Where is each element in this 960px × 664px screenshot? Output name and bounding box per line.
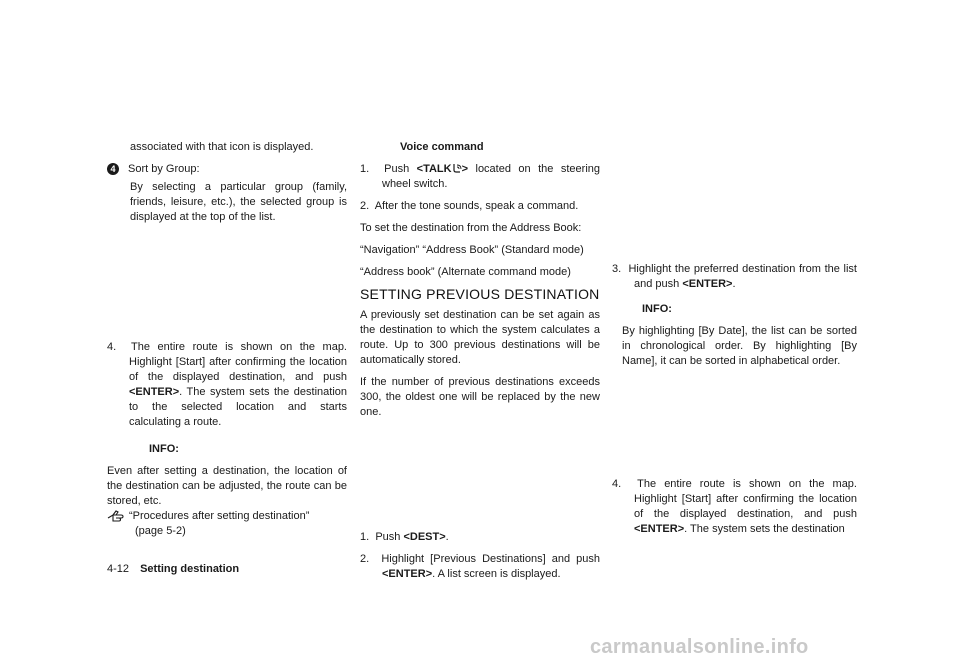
address-book-command: “Address book” (Alternate command mode)	[360, 266, 571, 278]
navigation-command: “Navigation” “Address Book” (Standard mode)	[360, 244, 584, 256]
continued-text: associated with that icon is displayed.	[130, 141, 314, 153]
section-heading: SETTING PREVIOUS DESTINATION	[360, 286, 600, 302]
sort-by-group-title: Sort by Group:	[128, 163, 200, 175]
section-name: Setting destination	[140, 563, 240, 575]
column-left	[107, 140, 347, 539]
watermark: carmanualsonline.info	[590, 636, 809, 658]
previous-destination-desc: A previously set destination can be set again as the destination to which the system calculates a route. Up to 300 previous destinations will be automatically stored.	[360, 309, 600, 366]
info-text-right: By highlighting [By Date], the list can be sorted in chronological order. By highlighting [By Name], it can be sorted in alphabetical order.	[622, 325, 857, 367]
voice-step-1: 1. Push <TALK > located on the steering wheel switch.	[360, 163, 600, 190]
dest-key: <DEST>	[403, 531, 446, 543]
page-footer	[107, 562, 239, 576]
right-step-3: 3. Highlight the preferred destination from the list and push <ENTER>.	[612, 263, 857, 290]
voice-talk-icon	[452, 163, 462, 173]
reference-hand-icon	[107, 509, 125, 523]
column-right	[612, 140, 857, 544]
prev-step-2: 2. Highlight [Previous Destinations] and push <ENTER>. A list screen is displayed.	[360, 553, 600, 580]
sort-by-group-body: By selecting a particular group (family, friends, leisure, etc.), the selected group is displayed at the top of the list.	[130, 181, 347, 223]
address-book-intro: To set the destination from the Address Book:	[360, 222, 582, 234]
info-label-right: INFO:	[642, 303, 672, 315]
right-step-4: 4. The entire route is shown on the map. Highlight [Start] after confirming the location of the displayed destination, and push <ENTER>. The system sets the destination	[612, 478, 857, 535]
enter-key: <ENTER>	[634, 523, 685, 535]
voice-command-heading: Voice command	[400, 141, 484, 153]
reference-page: (page 5-2)	[135, 525, 186, 537]
voice-step-2: 2. After the tone sounds, speak a command.	[360, 200, 579, 212]
enter-key: <ENTER>	[129, 386, 180, 398]
enter-key: <ENTER>	[682, 278, 733, 290]
circled-number-4: 4	[107, 163, 119, 175]
page-reference	[107, 509, 347, 539]
previous-destination-limit: If the number of previous destinations exceeds 300, the oldest one will be replaced by the new one.	[360, 376, 600, 418]
prev-step-1: 1. Push <DEST>.	[360, 531, 449, 543]
column-middle	[360, 140, 600, 589]
step-4-left: 4. The entire route is shown on the map. Highlight [Start] after confirming the location of the displayed destination, and push <ENTER>. The system sets the destination to the selected location and starts calculating a route.	[107, 341, 347, 428]
info-label-left: INFO:	[149, 443, 179, 455]
talk-key: <TALK >	[416, 163, 469, 175]
page-number: 4-12	[107, 563, 130, 575]
enter-key: <ENTER>	[382, 568, 433, 580]
sort-by-group-item	[107, 162, 347, 177]
info-text-left: Even after setting a destination, the location of the destination can be adjusted, the route can be stored, etc.	[107, 465, 347, 507]
reference-title: “Procedures after setting destination”	[129, 510, 310, 522]
